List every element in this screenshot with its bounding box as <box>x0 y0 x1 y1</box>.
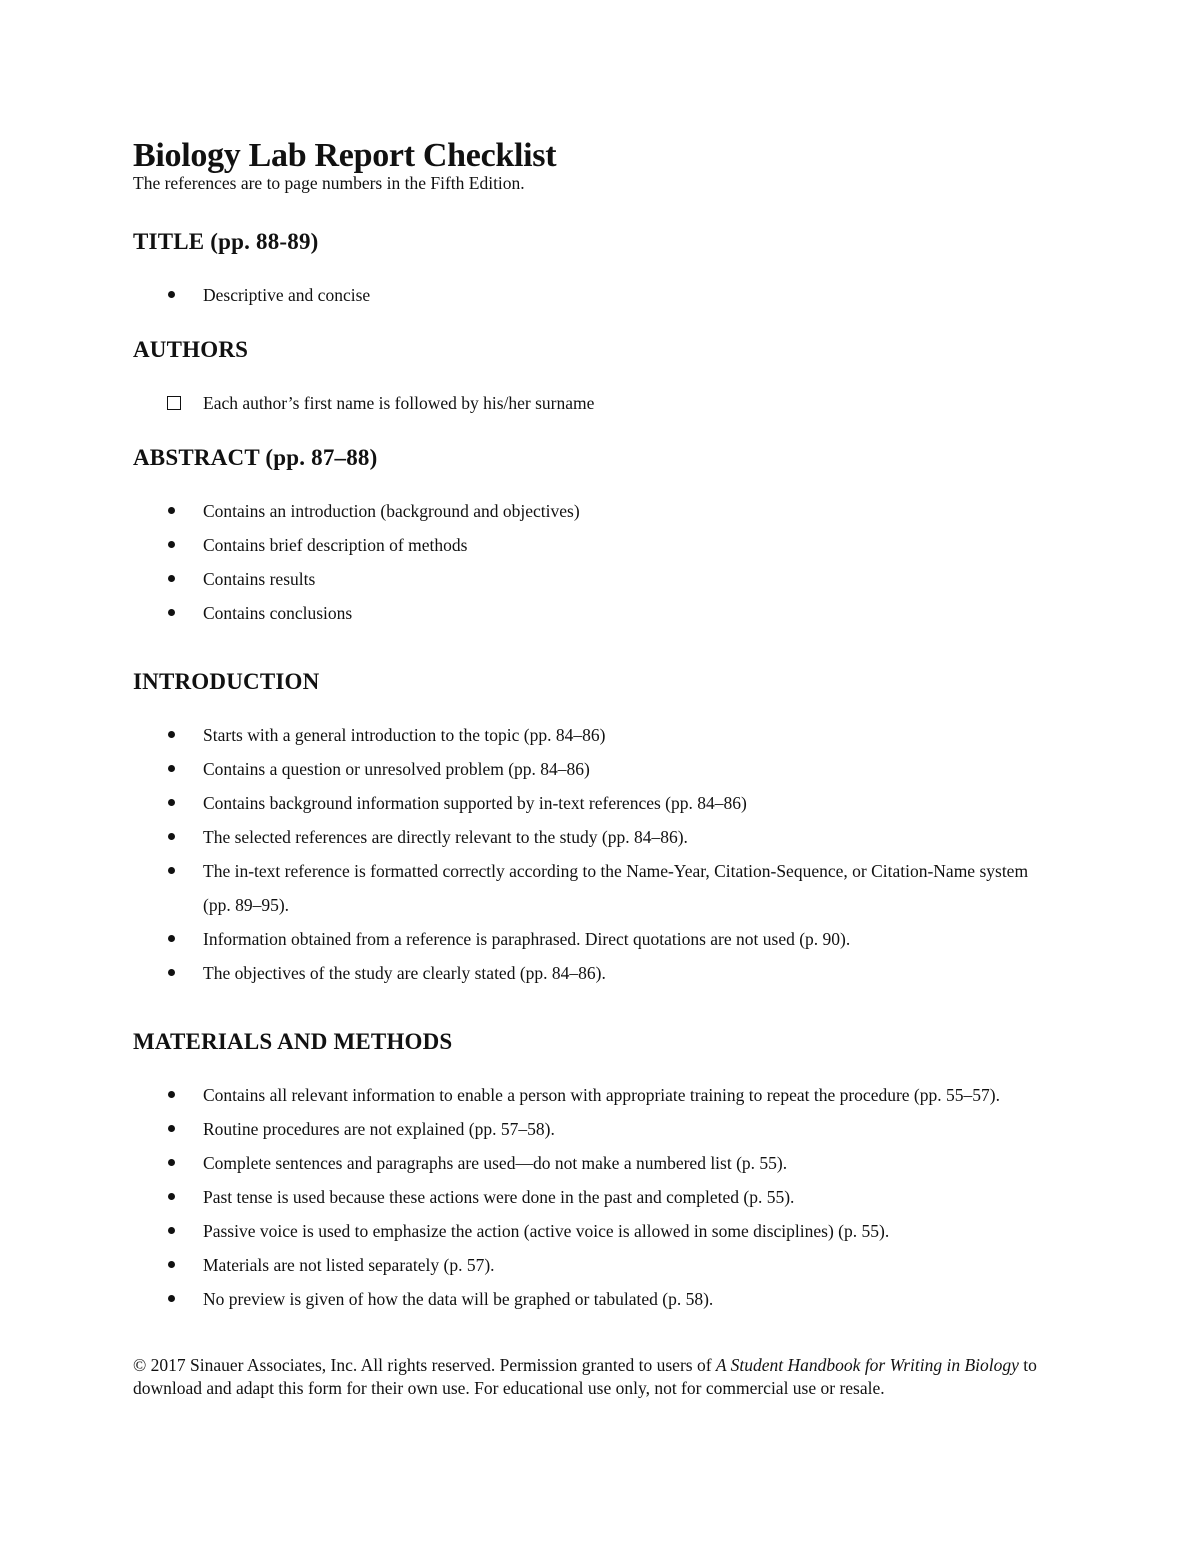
section-heading-introduction: INTRODUCTION <box>133 669 320 694</box>
list-item: Contains results <box>133 562 1048 596</box>
bullet-icon <box>168 765 175 772</box>
bullet-icon <box>168 1091 175 1098</box>
bullet-icon <box>168 541 175 548</box>
bullet-icon <box>168 291 175 298</box>
checklist-page <box>133 136 1048 1400</box>
list-item: Contains background information supported by in-text references (pp. 84–86) <box>133 786 1048 820</box>
list-title <box>133 278 1048 312</box>
list-item: The objectives of the study are clearly stated (pp. 84–86). <box>133 956 1048 990</box>
list-item: Materials are not listed separately (p. 57). <box>133 1248 1048 1282</box>
bullet-icon <box>168 1261 175 1268</box>
section-heading-abstract: ABSTRACT (pp. 87–88) <box>133 445 378 470</box>
list-item: Contains conclusions <box>133 596 1048 630</box>
list-item: Starts with a general introduction to the topic (pp. 84–86) <box>133 718 1048 752</box>
list-authors <box>133 386 1048 420</box>
bullet-icon <box>168 507 175 514</box>
list-introduction <box>133 718 1048 990</box>
list-item: Past tense is used because these actions were done in the past and completed (p. 55). <box>133 1180 1048 1214</box>
list-abstract <box>133 494 1048 630</box>
page-subtitle: The references are to page numbers in the Fifth Edition. <box>133 173 525 193</box>
list-item: Complete sentences and paragraphs are used—do not make a numbered list (p. 55). <box>133 1146 1048 1180</box>
book-title: A Student Handbook for Writing in Biology <box>715 1355 1019 1375</box>
checkbox-icon <box>167 396 181 410</box>
list-item: Contains a question or unresolved problem (pp. 84–86) <box>133 752 1048 786</box>
list-item: Each author’s first name is followed by his/her surname <box>133 386 1048 420</box>
list-item: Contains brief description of methods <box>133 528 1048 562</box>
page-title: Biology Lab Report Checklist <box>133 137 557 174</box>
bullet-icon <box>168 609 175 616</box>
list-item: Contains all relevant information to enable a person with appropriate training to repeat the procedure (pp. 55–57). <box>133 1078 1048 1112</box>
list-item: The selected references are directly relevant to the study (pp. 84–86). <box>133 820 1048 854</box>
bullet-icon <box>168 1227 175 1234</box>
section-heading-methods: MATERIALS AND METHODS <box>133 1029 453 1054</box>
list-item: Passive voice is used to emphasize the action (active voice is allowed in some disciplines) (p. 55). <box>133 1214 1048 1248</box>
section-heading-title: TITLE (pp. 88-89) <box>133 229 319 254</box>
bullet-icon <box>168 1193 175 1200</box>
list-item: Descriptive and concise <box>133 278 1048 312</box>
copyright-notice: © 2017 Sinauer Associates, Inc. All rights reserved. Permission granted to users of A Student Handbook for Writing in Biology to download and adapt this form for their own use. For educational use only, not for commercial use or resale. <box>133 1355 1037 1398</box>
bullet-icon <box>168 731 175 738</box>
bullet-icon <box>168 1125 175 1132</box>
bullet-icon <box>168 935 175 942</box>
bullet-icon <box>168 1295 175 1302</box>
bullet-icon <box>168 575 175 582</box>
list-item: Routine procedures are not explained (pp. 57–58). <box>133 1112 1048 1146</box>
list-item: Contains an introduction (background and objectives) <box>133 494 1048 528</box>
bullet-icon <box>168 833 175 840</box>
list-methods <box>133 1078 1048 1316</box>
list-item: The in-text reference is formatted correctly according to the Name-Year, Citation-Sequence, or Citation-Name system (pp. 89–95). <box>133 854 1048 922</box>
list-item: Information obtained from a reference is paraphrased. Direct quotations are not used (p. 90). <box>133 922 1048 956</box>
bullet-icon <box>168 867 175 874</box>
section-heading-authors: AUTHORS <box>133 337 249 362</box>
bullet-icon <box>168 969 175 976</box>
bullet-icon <box>168 799 175 806</box>
bullet-icon <box>168 1159 175 1166</box>
list-item: No preview is given of how the data will be graphed or tabulated (p. 58). <box>133 1282 1048 1316</box>
